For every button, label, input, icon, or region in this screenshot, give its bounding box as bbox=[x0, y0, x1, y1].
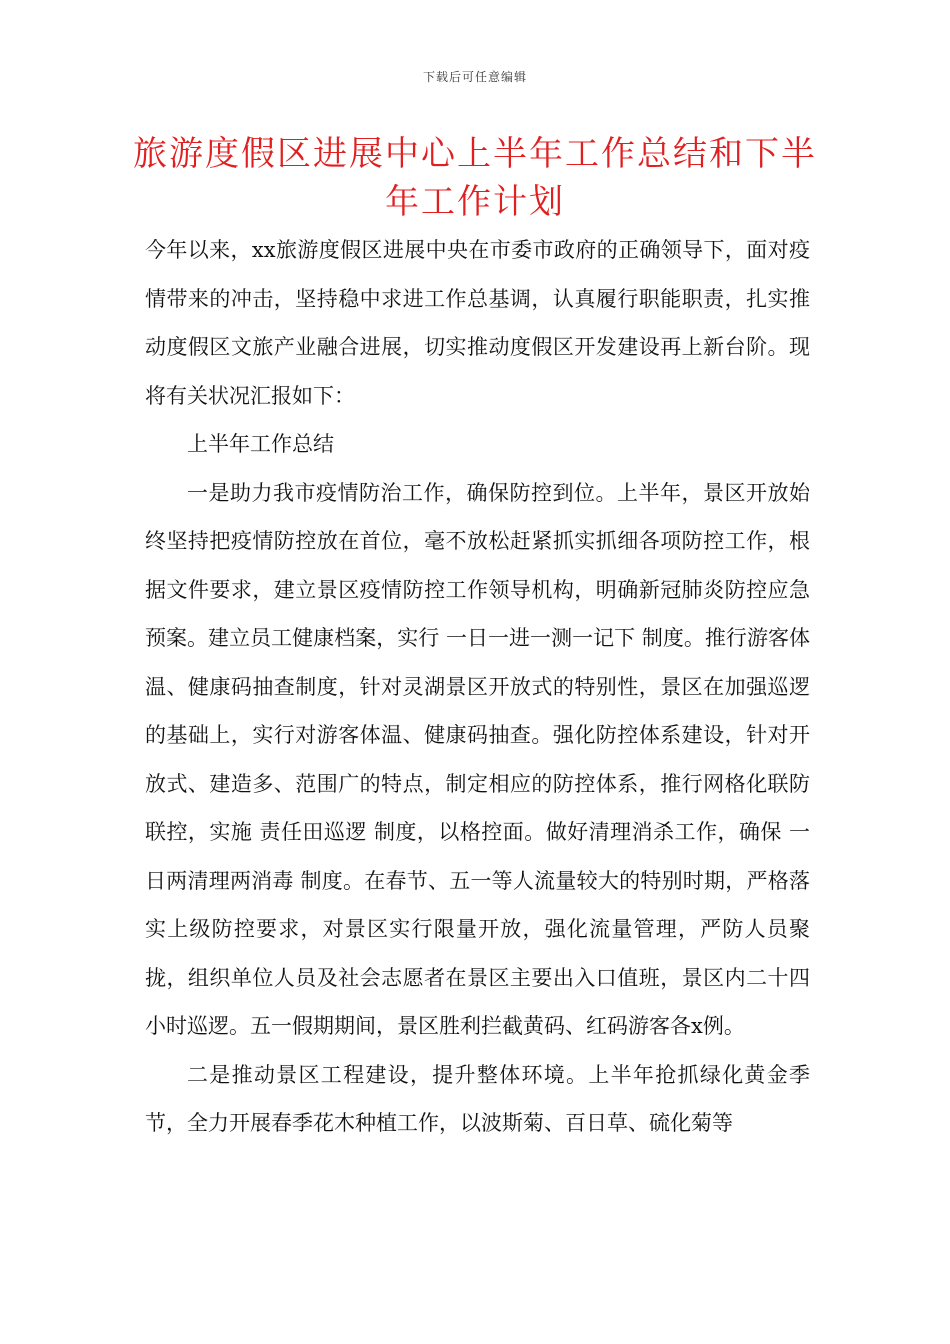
header-note: 下载后可任意编辑 bbox=[422, 70, 527, 84]
paragraph-point-two: 二是推动景区工程建设，提升整体环境。上半年抢抓绿化黄金季节，全力开展春季花木种植工作，以波斯菊、百日草、硫化菊等 bbox=[145, 1062, 810, 1135]
document-title: 旅游度假区进展中心上半年工作总结和下半年工作计划 bbox=[133, 134, 817, 222]
section-heading: 上半年工作总结 bbox=[187, 432, 334, 456]
document-body bbox=[145, 226, 810, 1148]
paragraph-point-one: 一是助力我市疫情防治工作，确保防控到位。上半年，景区开放始终坚持把疫情防控放在首位，毫不放松赶紧抓实抓细各项防控工作，根据文件要求，建立景区疫情防控工作领导机构，明确新冠肺炎防控应急预案。建立员工健康档案，实行 一日一进一测一记下 制度。推行游客体温、健康码抽查制度，针对灵湖景区开放式的特别性，景区在加强巡逻的基础上，实行对游客体温、健康码抽查。强化防控体系建设，针对开放式、建造多、范围广的特点，制定相应的防控体系，推行网格化联防联控，实施 责任田巡逻 制度，以格控面。做好清理消杀工作，确保 一日两清理两消毒 制度。在春节、五一等人流量较大的特别时期，严格落实上级防控要求，对景区实行限量开放，强化流量管理，严防人员聚拢，组织单位人员及社会志愿者在景区主要出入口值班，景区内二十四小时巡逻。五一假期期间，景区胜利拦截黄码、红码游客各x例。 bbox=[145, 480, 810, 1038]
intro-paragraph: 今年以来，xx旅游度假区进展中央在市委市政府的正确领导下，面对疫情带来的冲击，坚持稳中求进工作总基调，认真履行职能职责，扎实推动度假区文旅产业融合进展，切实推动度假区开发建设再上新台阶。现将有关状况汇报如下： bbox=[145, 238, 810, 408]
